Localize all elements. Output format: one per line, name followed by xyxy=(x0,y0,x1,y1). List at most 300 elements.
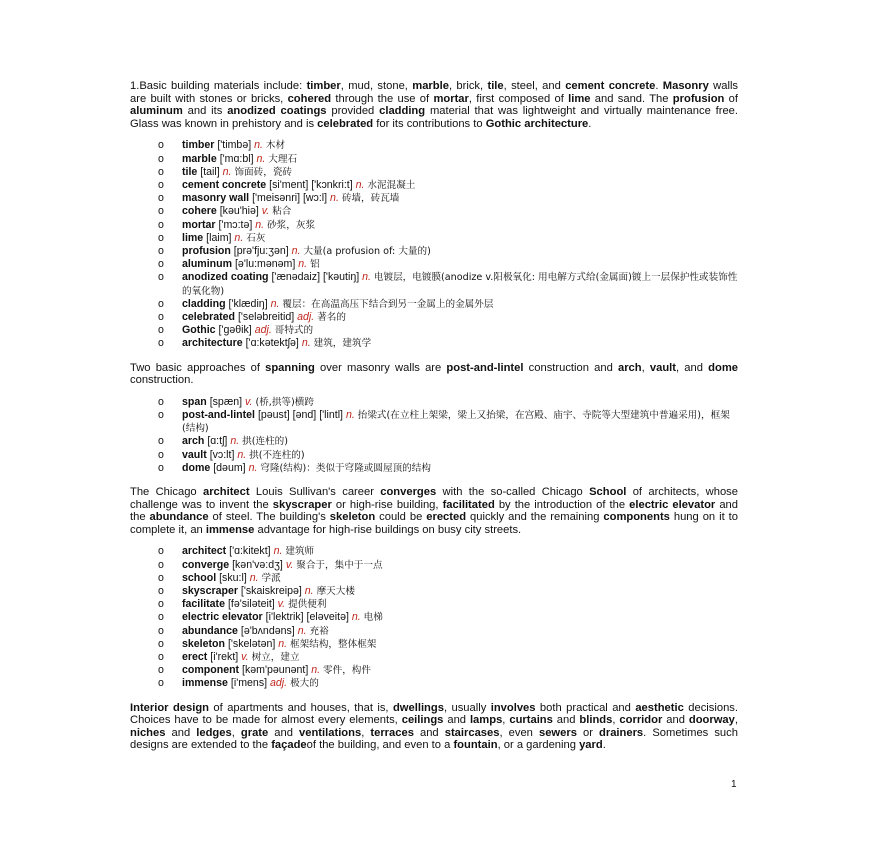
keyword: curtains xyxy=(509,714,553,727)
keyword: lime xyxy=(568,92,591,105)
paragraph-1 xyxy=(130,80,738,130)
bullet-icon: o xyxy=(158,461,164,474)
keyword: celebrated xyxy=(317,117,374,130)
vocab-term: profusion xyxy=(182,245,231,257)
keyword: Masonry xyxy=(662,80,709,92)
vocab-translation: 饰面砖，瓷砖 xyxy=(234,166,293,178)
keyword: tile xyxy=(487,80,504,92)
vocab-phonetic: [dəum] xyxy=(213,461,246,474)
vocab-part-of-speech: n. xyxy=(297,624,307,637)
vocab-part-of-speech: adj. xyxy=(254,324,272,337)
text-run: and xyxy=(268,726,300,739)
vocab-part-of-speech: n. xyxy=(222,165,232,178)
keyword: cladding xyxy=(379,105,426,118)
keyword: ventilations xyxy=(299,726,362,739)
text-run: . xyxy=(655,80,663,92)
vocab-term: masonry wall xyxy=(182,192,250,205)
vocab-phonetic: [laim] xyxy=(206,231,232,244)
vocab-translation: 水泥混凝土 xyxy=(367,179,416,191)
vocab-item xyxy=(130,572,738,585)
vocab-translation: 学派 xyxy=(261,572,281,584)
paragraph-2 xyxy=(130,362,738,387)
text-run: . Sometimes such designs are extended to the xyxy=(130,726,738,752)
text-run: quickly and the remaining xyxy=(466,511,604,524)
bullet-icon: o xyxy=(158,218,164,231)
vocab-term: tile xyxy=(182,165,198,178)
keyword: post-and-lintel xyxy=(446,361,524,374)
vocab-phonetic: [ɑ:tʃ] xyxy=(207,435,228,448)
text-run: and the xyxy=(130,498,738,524)
vocab-translation: 大量(a profusion of: 大量的) xyxy=(303,246,431,257)
bullet-icon: o xyxy=(158,585,164,598)
vocab-phonetic: [pəust] [ənd] ['lintl] xyxy=(257,409,343,422)
vocab-item xyxy=(130,585,738,598)
bullet-icon: o xyxy=(158,651,164,664)
vocab-translation: 摩天大楼 xyxy=(316,586,355,598)
vocab-item xyxy=(130,139,738,152)
bullet-icon: o xyxy=(158,558,164,571)
vocab-term: cohere xyxy=(182,205,217,218)
text-run: with the so-called Chicago xyxy=(436,486,590,499)
vocab-translation: 哥特式的 xyxy=(274,325,314,337)
text-run: The Chicago xyxy=(130,486,203,499)
vocab-item xyxy=(130,324,738,337)
vocab-item xyxy=(130,153,738,166)
bullet-icon: o xyxy=(158,598,164,611)
keyword: lamps xyxy=(469,714,503,727)
text-run: both practical and xyxy=(535,701,636,714)
text-run: and xyxy=(165,726,197,739)
vocab-translation: 电镀层，电镀膜(anodize v.阳极氧化: 用电解方式给(金属面)镀上一层保护性或装饰性的氧化物) xyxy=(182,272,738,297)
vocab-phonetic: ['mɔ:tə] xyxy=(218,218,253,231)
vocab-translation: 提供便利 xyxy=(288,599,327,611)
vocab-part-of-speech: v. xyxy=(245,395,253,408)
vocab-phonetic: [i'lektrik] [eləveitə] xyxy=(265,611,349,624)
vocab-part-of-speech: n. xyxy=(304,585,314,598)
vocab-translation: 建筑师 xyxy=(285,546,315,558)
keyword: yard xyxy=(579,739,603,752)
bullet-icon: o xyxy=(158,637,164,650)
vocab-phonetic: [prə'fju:ʒən] xyxy=(233,245,289,257)
keyword: drainers xyxy=(599,726,644,739)
vocab-translation: 木材 xyxy=(265,140,286,152)
text-run: , first composed of xyxy=(468,92,569,105)
text-run: provided xyxy=(326,105,380,118)
vocab-part-of-speech: n. xyxy=(256,152,266,165)
keyword: aluminum xyxy=(130,105,183,118)
keyword: staircases xyxy=(444,726,500,739)
vocab-phonetic: ['seləbreitid] xyxy=(237,311,295,324)
bullet-icon: o xyxy=(158,258,164,271)
vocab-term: component xyxy=(182,664,240,677)
vocab-item xyxy=(130,664,738,677)
bullet-icon: o xyxy=(158,664,164,677)
text-run: , or a gardening xyxy=(497,739,580,752)
keyword: erected xyxy=(426,511,467,524)
page-number: 1 xyxy=(731,779,737,790)
text-run: , and xyxy=(676,361,709,374)
vocab-part-of-speech: n. xyxy=(234,231,244,244)
document-page xyxy=(130,80,738,752)
text-run: , xyxy=(612,714,620,727)
vocab-term: arch xyxy=(182,435,205,448)
text-run: through the use of xyxy=(331,92,434,105)
vocab-part-of-speech: adj. xyxy=(270,677,288,690)
vocab-translation: 粘合 xyxy=(272,206,292,218)
keyword: anodized coatings xyxy=(227,105,327,118)
keyword: Gothic architecture xyxy=(485,117,589,130)
vocab-item xyxy=(130,205,738,218)
bullet-icon: o xyxy=(158,624,164,637)
vocab-term: span xyxy=(182,395,207,408)
keyword: mortar xyxy=(433,92,469,105)
vocab-item xyxy=(130,166,738,179)
vocab-item xyxy=(130,625,738,638)
text-run: by the introduction of the xyxy=(494,498,630,511)
vocab-translation: 大理石 xyxy=(268,153,298,165)
vocab-translation: 聚合于，集中于一点 xyxy=(296,559,383,571)
bullet-icon: o xyxy=(158,324,164,337)
keyword: aesthetic xyxy=(635,701,684,714)
vocab-item xyxy=(130,611,738,624)
vocab-translation: 抬梁式(在立柱上架梁，梁上又抬梁，在宫殿、庙宇、寺院等大型建筑中普遍采用)，框架(结构) xyxy=(182,410,730,435)
bullet-icon: o xyxy=(158,178,164,191)
vocab-part-of-speech: n. xyxy=(249,571,259,584)
vocab-phonetic: ['ɑ:kətektʃə] xyxy=(245,337,299,350)
vocab-part-of-speech: n. xyxy=(291,245,301,257)
vocab-translation: 建筑，建筑学 xyxy=(313,338,372,350)
vocab-part-of-speech: v. xyxy=(277,598,286,611)
vocab-item xyxy=(130,651,738,664)
vocab-term: electric elevator xyxy=(182,611,263,624)
vocab-phonetic: ['ænədaiz] ['kəutiŋ] xyxy=(271,271,360,284)
vocab-list-1 xyxy=(130,139,738,350)
vocab-term: immense xyxy=(182,677,228,690)
text-run: or xyxy=(576,726,599,739)
vocab-phonetic: ['skaiskreipə] xyxy=(240,585,302,598)
keyword: sewers xyxy=(538,726,577,739)
vocab-term: vault xyxy=(182,448,207,461)
text-run: over masonry walls are xyxy=(314,361,447,374)
vocab-item xyxy=(130,559,738,572)
vocab-term: converge xyxy=(182,558,230,571)
vocab-phonetic: ['timbə] xyxy=(217,139,252,152)
keyword: architect xyxy=(202,486,250,499)
vocab-item xyxy=(130,311,738,324)
vocab-part-of-speech: n. xyxy=(351,611,361,624)
text-run: , xyxy=(361,726,371,739)
vocab-term: architect xyxy=(182,545,227,558)
vocab-term: cement concrete xyxy=(182,178,267,191)
bullet-icon: o xyxy=(158,152,164,165)
text-run: advantage for high-rise buildings on busy city streets. xyxy=(254,523,522,536)
vocab-part-of-speech: n. xyxy=(237,448,247,461)
vocab-phonetic: [kəm'pəunənt] xyxy=(242,664,309,677)
bullet-icon: o xyxy=(158,311,164,324)
text-run: of architects, whose challenge was to invent the xyxy=(130,486,739,511)
vocab-item xyxy=(130,462,738,475)
bullet-icon: o xyxy=(158,231,164,244)
keyword: ledges xyxy=(196,726,232,739)
bullet-icon: o xyxy=(158,409,164,422)
vocab-part-of-speech: v. xyxy=(261,205,270,218)
vocab-part-of-speech: n. xyxy=(311,664,321,677)
vocab-phonetic: [tail] xyxy=(200,165,220,178)
vocab-phonetic: [i'mens] xyxy=(230,677,268,690)
vocab-term: marble xyxy=(182,152,217,165)
keyword: dome xyxy=(708,361,738,374)
text-run: Two basic approaches of xyxy=(130,361,266,374)
text-run: . xyxy=(588,117,592,130)
text-run: for its contributions to xyxy=(373,117,486,130)
keyword: marble xyxy=(412,80,449,92)
keyword: terraces xyxy=(370,726,414,739)
text-run: construction and xyxy=(523,361,618,374)
keyword: involves xyxy=(490,701,536,714)
vocab-term: facilitate xyxy=(182,598,225,611)
vocab-phonetic: [sku:l] xyxy=(219,571,247,584)
text-run: , xyxy=(734,714,738,727)
vocab-term: lime xyxy=(182,231,204,244)
bullet-icon: o xyxy=(158,271,164,284)
text-run: and sand. The xyxy=(590,92,673,105)
keyword: ceilings xyxy=(401,714,444,727)
text-run: could be xyxy=(375,511,427,524)
vocab-item xyxy=(130,409,738,435)
vocab-term: mortar xyxy=(182,218,216,231)
text-run: and its xyxy=(182,105,228,118)
vocab-term: celebrated xyxy=(182,311,235,324)
vocab-part-of-speech: n. xyxy=(355,178,365,191)
vocab-translation: 树立，建立 xyxy=(251,652,300,664)
keyword: abundance xyxy=(149,511,209,524)
text-run: , usually xyxy=(443,701,491,714)
paragraph-4 xyxy=(130,702,738,752)
vocab-item xyxy=(130,232,738,245)
vocab-phonetic: [ə'lu:mənəm] xyxy=(234,258,296,271)
vocab-item xyxy=(130,396,738,409)
vocab-translation: 零件，构件 xyxy=(323,665,371,677)
text-run: and xyxy=(552,714,580,727)
text-run: of the building, and even to a xyxy=(306,739,454,752)
bullet-icon: o xyxy=(158,205,164,218)
keyword: corridor xyxy=(619,714,663,727)
vocab-term: anodized coating xyxy=(182,271,269,284)
keyword: façade xyxy=(271,739,307,752)
text-run: construction. xyxy=(130,374,194,387)
vocab-part-of-speech: n. xyxy=(301,337,311,350)
vocab-term: abundance xyxy=(182,624,238,637)
text-run: material that was lightweight and virtually maintenance free. Glass was known in prehistory and is xyxy=(130,105,739,130)
vocab-part-of-speech: n. xyxy=(330,192,339,205)
keyword: skeleton xyxy=(329,511,376,524)
keyword: grate xyxy=(240,726,269,739)
keyword: doorway xyxy=(688,714,735,727)
text-run: , steel, and xyxy=(503,80,566,92)
keyword: electric elevator xyxy=(629,498,716,511)
keyword: spanning xyxy=(265,361,315,374)
vocab-part-of-speech: n. xyxy=(270,297,280,310)
vocab-item xyxy=(130,271,738,297)
keyword: arch xyxy=(617,361,642,374)
text-run: , even xyxy=(499,726,539,739)
keyword: facilitated xyxy=(442,498,495,511)
text-run: , brick, xyxy=(448,80,488,92)
vocab-phonetic: ['skelətən] xyxy=(227,637,276,650)
text-run: and xyxy=(443,714,470,727)
vocab-phonetic: [spæn] xyxy=(209,395,243,408)
keyword: niches xyxy=(130,726,166,739)
vocab-part-of-speech: n. xyxy=(254,139,263,152)
keyword: profusion xyxy=(672,92,725,105)
bullet-icon: o xyxy=(158,139,164,152)
vocab-phonetic: [kəu'hiə] xyxy=(219,205,259,218)
text-run: and xyxy=(662,714,689,727)
vocab-translation: 著名的 xyxy=(317,312,346,324)
text-run: of steel. The building's xyxy=(208,511,330,524)
text-run: Louis Sullivan's career xyxy=(249,486,381,499)
vocab-translation: 砖墙，砖瓦墙 xyxy=(341,193,400,205)
bullet-icon: o xyxy=(158,435,164,448)
bullet-icon: o xyxy=(158,245,164,257)
bullet-icon: o xyxy=(158,297,164,310)
vocab-part-of-speech: adj. xyxy=(297,311,315,324)
text-run: of xyxy=(724,92,739,105)
bullet-icon: o xyxy=(158,571,164,584)
bullet-icon: o xyxy=(158,165,164,178)
bullet-icon: o xyxy=(158,337,164,350)
text-run: . xyxy=(602,739,606,752)
vocab-phonetic: ['mɑ:bl] xyxy=(219,152,254,165)
vocab-translation: 砂浆，灰浆 xyxy=(267,219,316,231)
vocab-term: Gothic xyxy=(182,324,216,337)
vocab-term: school xyxy=(182,571,217,584)
vocab-part-of-speech: n. xyxy=(255,218,265,231)
vocab-item xyxy=(130,258,738,271)
vocab-item xyxy=(130,449,738,462)
text-run: decisions. Choices have to be made for almost every elements, xyxy=(130,701,738,727)
keyword: cohered xyxy=(287,92,332,105)
bullet-icon: o xyxy=(158,395,164,408)
bullet-icon: o xyxy=(158,192,164,205)
vocab-list-2 xyxy=(130,396,738,475)
vocab-translation: 极大的 xyxy=(290,678,319,690)
vocab-translation: 电梯 xyxy=(363,612,383,624)
vocab-part-of-speech: n. xyxy=(273,545,283,558)
bullet-icon: o xyxy=(158,677,164,690)
vocab-term: timber xyxy=(182,139,215,152)
vocab-term: aluminum xyxy=(182,258,233,271)
vocab-translation: 充裕 xyxy=(309,625,329,637)
vocab-translation: (桥,拱等)横跨 xyxy=(255,396,314,408)
vocab-translation: 石灰 xyxy=(246,232,266,244)
vocab-term: skeleton xyxy=(182,637,225,650)
vocab-translation: 拱(不连柱的) xyxy=(249,449,305,461)
vocab-translation: 铝 xyxy=(310,259,320,271)
vocab-item xyxy=(130,298,738,311)
vocab-phonetic: ['gəθik] xyxy=(218,324,252,337)
keyword: immense xyxy=(205,523,255,536)
vocab-translation: 覆层：在高温高压下结合到另一金属上的金属外层 xyxy=(282,298,494,310)
paragraph-3 xyxy=(130,486,738,536)
bullet-icon: o xyxy=(158,545,164,558)
vocab-item xyxy=(130,435,738,448)
vocab-part-of-speech: v. xyxy=(285,558,294,571)
keyword: Interior design xyxy=(130,701,210,714)
vocab-phonetic: ['meisənri] [wɔ:l] xyxy=(252,192,328,205)
text-run: , xyxy=(502,714,510,727)
vocab-translation: 穹隆(结构)：类似于穹隆或圆屋顶的结构 xyxy=(260,462,431,474)
vocab-term: cladding xyxy=(182,297,226,310)
vocab-item xyxy=(130,245,738,258)
text-run: or high-rise building, xyxy=(331,498,443,511)
vocab-phonetic: ['klædiŋ] xyxy=(228,297,268,310)
vocab-item xyxy=(130,179,738,192)
text-run: , mud, stone, xyxy=(340,80,413,92)
vocab-term: post-and-lintel xyxy=(182,409,255,422)
bullet-icon: o xyxy=(158,611,164,624)
vocab-item xyxy=(130,219,738,232)
keyword: dwellings xyxy=(392,701,444,714)
vocab-part-of-speech: n. xyxy=(345,409,355,422)
vocab-item xyxy=(130,545,738,558)
vocab-term: architecture xyxy=(182,337,243,350)
vocab-phonetic: [si'ment] ['kɔnkri:t] xyxy=(269,178,353,191)
vocab-phonetic: ['ɑ:kitekt] xyxy=(229,545,271,558)
vocab-term: skyscraper xyxy=(182,585,238,598)
vocab-part-of-speech: n. xyxy=(230,435,240,448)
vocab-part-of-speech: n. xyxy=(248,461,258,474)
vocab-translation: 框架结构，整体框架 xyxy=(290,638,377,650)
text-run: walls are built with stones or bricks, xyxy=(130,80,739,105)
vocab-term: dome xyxy=(182,461,211,474)
vocab-item xyxy=(130,337,738,350)
text-run: , xyxy=(231,726,241,739)
vocab-phonetic: [i'rekt] xyxy=(210,651,239,664)
keyword: converges xyxy=(380,486,437,499)
keyword: blinds xyxy=(579,714,613,727)
keyword: School xyxy=(589,486,627,499)
keyword: components xyxy=(603,511,670,524)
vocab-part-of-speech: n. xyxy=(362,271,371,284)
vocab-phonetic: [kən'və:dʒ] xyxy=(232,558,283,571)
vocab-part-of-speech: n. xyxy=(278,637,288,650)
vocab-item xyxy=(130,192,738,205)
vocab-phonetic: [fə'siləteit] xyxy=(227,598,275,611)
bullet-icon: o xyxy=(158,448,164,461)
vocab-item xyxy=(130,677,738,690)
text-run: hung on it to complete it, an xyxy=(130,511,738,536)
vocab-term: erect xyxy=(182,651,208,664)
text-run: , xyxy=(641,361,650,374)
vocab-translation: 拱(连柱的) xyxy=(242,436,288,448)
keyword: cement concrete xyxy=(565,80,656,92)
keyword: skyscraper xyxy=(272,498,332,511)
keyword: fountain xyxy=(453,739,498,752)
vocab-part-of-speech: v. xyxy=(241,651,249,664)
vocab-item xyxy=(130,598,738,611)
vocab-phonetic: [ə'bʌndəns] xyxy=(240,624,295,637)
keyword: vault xyxy=(649,361,677,374)
vocab-item xyxy=(130,638,738,651)
keyword: timber xyxy=(306,80,341,92)
text-run: and xyxy=(413,726,445,739)
text-run: of apartments and houses, that is, xyxy=(209,701,393,714)
vocab-part-of-speech: n. xyxy=(298,258,308,271)
text-run: 1.Basic building materials include: xyxy=(130,80,307,92)
vocab-list-3 xyxy=(130,545,738,690)
vocab-phonetic: [vɔ:lt] xyxy=(209,448,235,461)
